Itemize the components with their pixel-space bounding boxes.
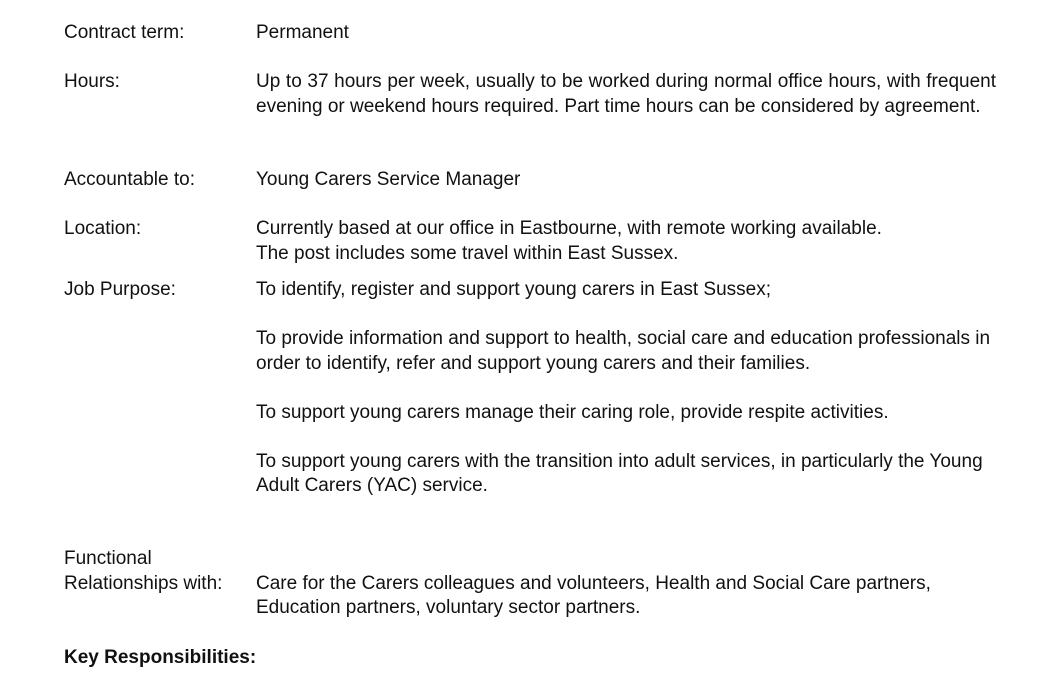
job-purpose-paragraph: To provide information and support to health, social care and education professionals in order to identify, refer and support young carers and their families.: [256, 328, 991, 374]
hours-label: Hours:: [64, 71, 120, 92]
job-purpose-paragraph: To identify, register and support young carers in East Sussex;: [256, 279, 772, 300]
functional-relationships-label-line-1: Functional: [64, 548, 152, 569]
location-value-line-1: Currently based at our office in Eastbourne, with remote working available.: [256, 218, 882, 239]
job-purpose-paragraph: To support young carers with the transition into adult services, in particularly the Young Adult Carers (YAC) service.: [256, 450, 983, 496]
location-value: [256, 217, 996, 266]
contract-term-value: Permanent: [256, 22, 349, 43]
job-purpose-label: Job Purpose:: [64, 279, 176, 300]
functional-relationships-value: Care for the Carers colleagues and volunteers, Health and Social Care partners, Education partners, voluntary sector partners.: [256, 572, 931, 618]
contract-term-label: Contract term:: [64, 22, 185, 43]
functional-relationships-label-line-2: Relationships with:: [64, 572, 223, 594]
location-value-line-2: The post includes some travel within East Sussex.: [256, 242, 679, 264]
functional-relationships-label: [64, 547, 254, 596]
location-label: Location:: [64, 218, 142, 239]
hours-value: Up to 37 hours per week, usually to be worked during normal office hours, with frequent evening or weekend hours required. Part time hours can be considered by agreement.: [256, 71, 996, 117]
key-responsibilities-heading: Key Responsibilities:: [64, 647, 257, 668]
job-purpose-value: [256, 278, 996, 499]
job-purpose-paragraph: To support young carers manage their caring role, provide respite activities.: [256, 401, 889, 423]
accountable-to-value: Young Carers Service Manager: [256, 169, 521, 190]
accountable-to-label: Accountable to:: [64, 169, 195, 190]
